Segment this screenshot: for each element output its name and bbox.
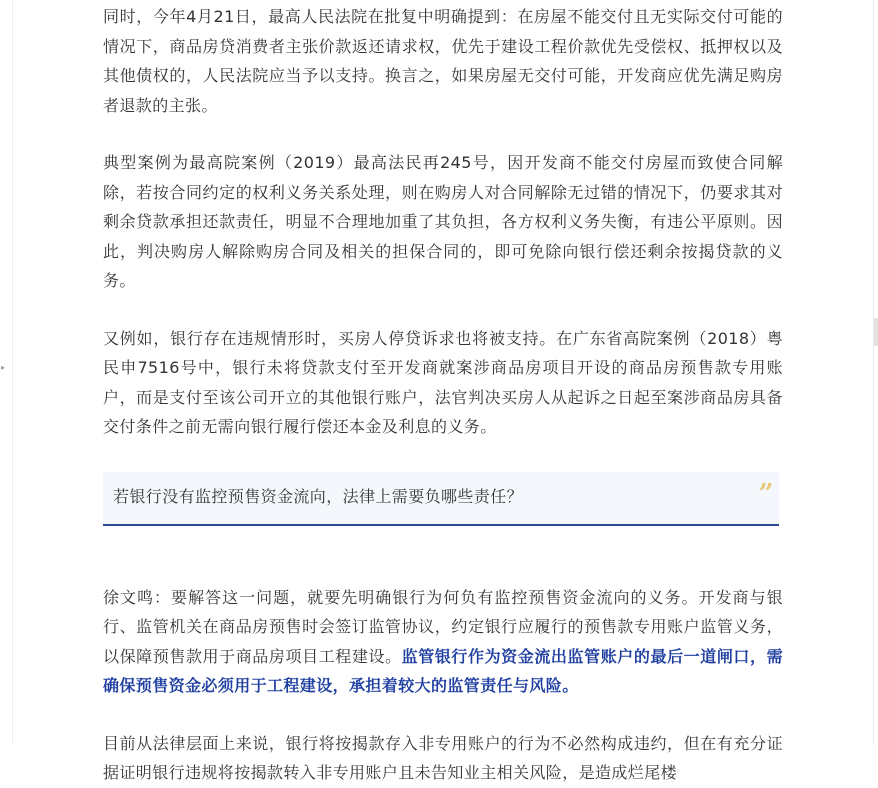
- paragraph-guangdong-case: 又例如，银行存在违规情形时，买房人停贷诉求也将被支持。在广东省高院案例（2018）粤民申7516号中，银行未将贷款支付至开发商就案涉商品房项目开设的商品房预售款专用账户，而是支付至该公司开立的其他银行账户，法官判决买房人从起诉之日起至案涉商品房具备交付条件之前无需向银行履行偿还本金及利息的义务。: [103, 328, 783, 436]
- scrollbar-track[interactable]: [873, 0, 878, 745]
- answer-plain-text: 徐文鸣：要解答这一问题，就要先明确银行为何负有监控预售资金流向的义务。开发商与银行、监管机关在商品房预售时会签订监管协议，约定银行应履行的预售款专用账户监管义务，以保障预售款用于商品房项目工程建设。: [103, 587, 783, 666]
- paragraph-supreme-court-reply: 同时，今年4月21日，最高人民法院在批复中明确提到：在房屋不能交付且无实际交付可能的情况下，商品房贷消费者主张价款返还请求权，优先于建设工程价款优先受偿权、抵押权以及其他债权的，人民法院应当予以支持。换言之，如果房屋无交付可能，开发商应优先满足购房者退款的主张。: [103, 7, 783, 115]
- paragraph-legal-level: 目前从法律层面上来说，银行将按揭款存入非专用账户的行为不必然构成违约，但在有充分证据证明银行违规将按揭款转入非专用账户且未告知业主相关风险，是造成烂尾楼: [103, 733, 783, 782]
- question-text: 若银行没有监控预售资金流向，法律上需要负哪些责任？: [113, 486, 524, 506]
- article-body: [103, 0, 783, 788]
- paragraph-answer: [103, 583, 783, 701]
- paragraph-typical-case: 典型案例为最高院案例（2019）最高法民再245号，因开发商不能交付房屋而致使合同解除，若按合同约定的权利义务关系处理，则在购房人对合同解除无过错的情况下，仍要求其对剩余贷款承担还款责任，明显不合理地加重了其负担，各方权利义务失衡，有违公平原则。因此，判决购房人解除购房合同及相关的担保合同的，即可免除向银行偿还剩余按揭贷款的义务。: [103, 153, 783, 290]
- answer-emphasis-text: 监管银行作为资金流出监管账户的最后一道闸口，需确保预售资金必须用于工程建设，承担着较大的监管责任与风险。: [103, 646, 784, 695]
- question-box: [103, 463, 779, 526]
- chevron-left-icon[interactable]: ▸: [1, 363, 6, 372]
- quote-icon: „: [759, 463, 771, 494]
- scrollbar-thumb[interactable]: [874, 318, 878, 346]
